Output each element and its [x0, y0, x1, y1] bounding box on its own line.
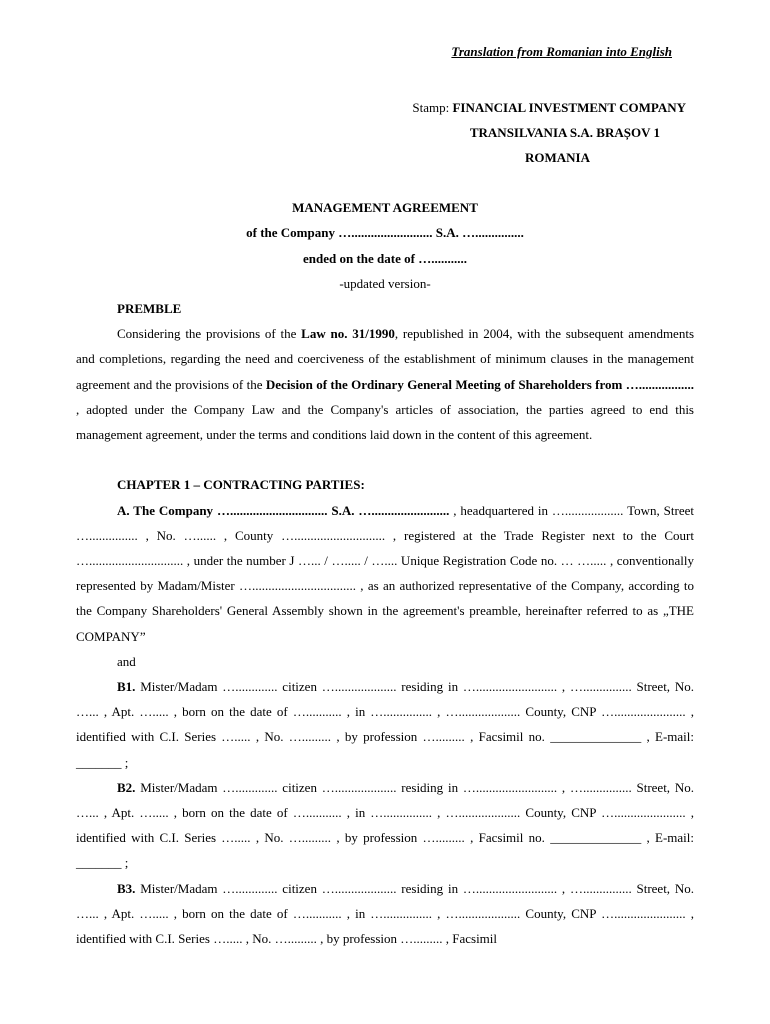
spacer: [76, 447, 694, 472]
preamble-decision-ref: Decision of the Ordinary General Meeting of Shareholders from ….................: [265, 376, 694, 392]
party-b2-text: Mister/Madam …............. citizen …................... residing in …......................... , …............... Street, No. …... , Apt. …..... , born on the date of …........... , in …............... , …................... County, CNP …...................... , identified with C.I. Series …..... , No. …......... , by profession …......... , Facsimil no. ______________ , E-mail: _______ ;: [76, 779, 694, 871]
stamp-line-3: ROMANIA: [525, 150, 590, 165]
party-a-text: , headquartered in ….................. Town, Street …............... , No. …...... , County …............................ , registered at the Trade Register next to the Court …............................. , under the number J …... / …..... / ….... Unique Registration Code no. … …..... , conventionally represented by Madam/Mister …................................ , as an authorized representative of the Company, according to the Company Shareholders' General Assembly shown in the agreement's preamble, hereinafter referred to as „THE COMPANY”: [76, 502, 694, 644]
party-b3-paragraph: [76, 876, 694, 952]
party-b1-text: Mister/Madam …............. citizen …................... residing in …......................... , …............... Street, No. …... , Apt. …..... , born on the date of …........... , in …............... , …................... County, CNP …...................... , identified with C.I. Series …..... , No. …......... , by profession …......... , Facsimil no. ______________ , E-mail: _______ ;: [76, 679, 694, 770]
stamp-line-1: [412, 95, 686, 120]
stamp-label: Stamp:: [412, 100, 450, 115]
party-a-paragraph: [76, 498, 694, 649]
preamble-heading: PREMBLE: [117, 301, 182, 316]
and-line: and: [117, 653, 136, 669]
stamp-company-name: FINANCIAL INVESTMENT COMPANY: [452, 100, 686, 115]
preamble-text-2: , republished in 2004, with the subsequent amendments and completions, regarding the need and coerciveness of the establishment of minimum clauses in the management agreement and the provisions of the: [76, 326, 694, 392]
document-body: [76, 296, 694, 951]
agreement-title: MANAGEMENT AGREEMENT: [292, 200, 478, 215]
preamble-text-1: Considering the provisions of the: [117, 326, 302, 342]
stamp-block: [412, 95, 686, 170]
party-a-company: A. The Company ….............................. S.A. …........................: [117, 502, 450, 518]
chapter-1-heading: CHAPTER 1 – CONTRACTING PARTIES:: [117, 477, 365, 493]
agreement-date-line: ended on the date of …...........: [303, 250, 467, 266]
party-b2-paragraph: [76, 775, 694, 876]
agreement-title-block: [0, 195, 770, 296]
preamble-text-3: , adopted under the Company Law and the Company's articles of association, the parties agreed to end this management agreement, under the terms and conditions laid down in the content of this agreement.: [76, 401, 694, 443]
party-b1-label: B1.: [117, 679, 136, 695]
stamp-line-2: TRANSILVANIA S.A. BRAȘOV 1: [469, 125, 660, 140]
party-b1-paragraph: [76, 674, 694, 775]
party-b3-label: B3.: [117, 880, 136, 896]
party-b2-label: B2.: [117, 779, 136, 795]
preamble-law-ref: Law no. 31/1990: [301, 326, 395, 342]
agreement-company-line: of the Company …......................... S.A. …...............: [246, 225, 524, 241]
preamble-paragraph: [76, 321, 694, 447]
translation-note: Translation from Romanian into English: [451, 44, 672, 59]
agreement-version: -updated version-: [339, 275, 431, 291]
party-b3-text: Mister/Madam …............. citizen …................... residing in …......................... , …............... Street, No. …... , Apt. …..... , born on the date of …........... , in …............... , …................... County, CNP …...................... , identified with C.I. Series …..... , No. …......... , by profession …......... , Facsimil: [76, 880, 694, 947]
